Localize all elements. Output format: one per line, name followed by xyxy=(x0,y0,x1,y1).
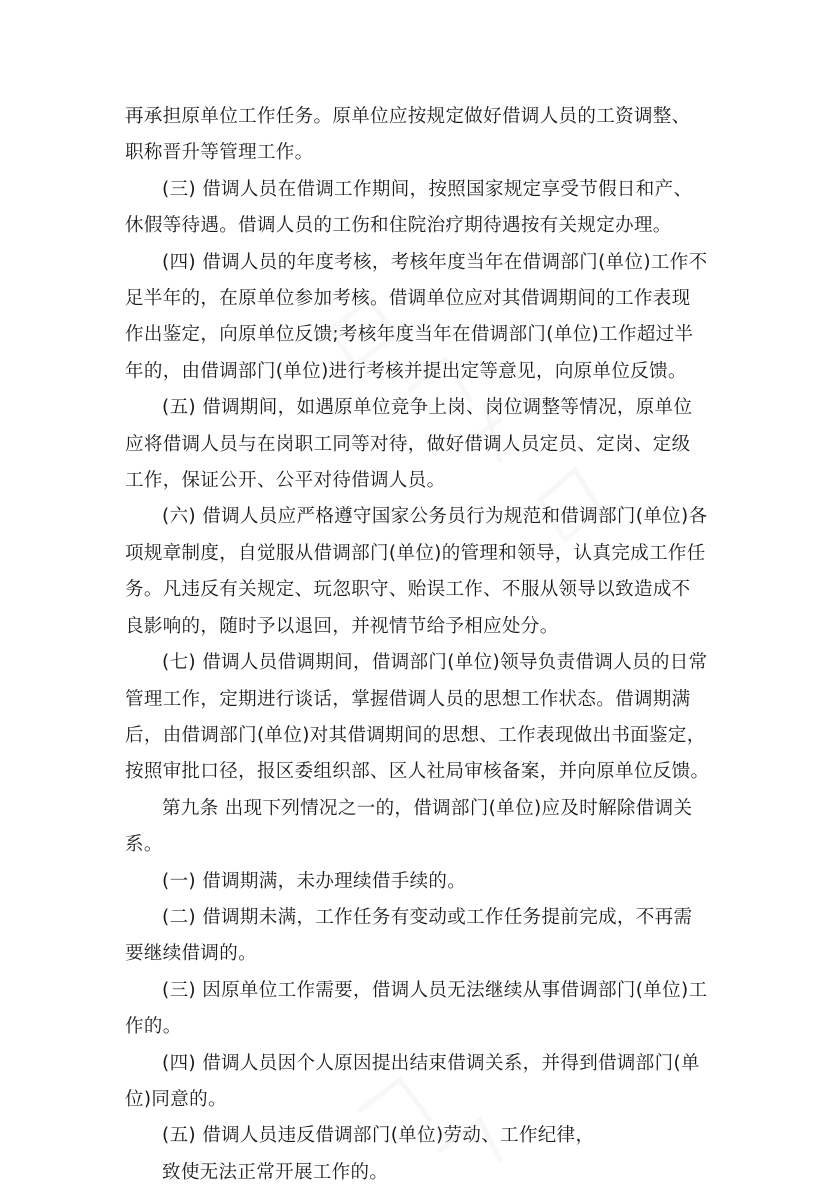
para-item-3-holidays xyxy=(125,172,715,245)
document-body xyxy=(125,99,715,1191)
para-article-9-item-4 xyxy=(125,1046,715,1119)
text-line: (三) 借调人员在借调工作期间，按照国家规定享受节假日和产、 xyxy=(162,178,693,200)
text-line: (四) 借调人员的年度考核，考核年度当年在借调部门(单位)工作不 xyxy=(162,251,708,273)
para-article-9 xyxy=(125,791,715,864)
text-line: 作出鉴定，向原单位反馈;考核年度当年在借调部门(单位)工作超过半 xyxy=(125,324,694,346)
text-line: (三) 因原单位工作需要，借调人员无法继续从事借调部门(单位)工 xyxy=(162,979,708,1001)
para-item-5-promotion xyxy=(125,390,715,499)
para-article-9-item-2 xyxy=(125,900,715,973)
text-line: (二) 借调期未满，工作任务有变动或工作任务提前完成，不再需 xyxy=(162,906,693,928)
text-line: 年的，由借调部门(单位)进行考核并提出定等意见，向原单位反馈。 xyxy=(125,360,687,382)
text-line: 管理工作，定期进行谈话，掌握借调人员的思想工作状态。借调期满 xyxy=(125,688,691,710)
text-line: 职称晋升等管理工作。 xyxy=(125,142,314,164)
para-item-6-discipline xyxy=(125,499,715,645)
para-intro-continuation xyxy=(125,99,715,172)
para-item-4-assessment xyxy=(125,245,715,391)
text-line: 休假等待遇。借调人员的工伤和住院治疗期待遇按有关规定办理。 xyxy=(125,215,672,237)
text-line: 按照审批口径，报区委组织部、区人社局审核备案，并向原单位反馈。 xyxy=(125,761,710,783)
para-article-9-item-3 xyxy=(125,973,715,1046)
text-line: 工作，保证公开、公平对待借调人员。 xyxy=(125,470,446,492)
text-line: (一) 借调期满，未办理续借手续的。 xyxy=(162,870,467,892)
text-line: 项规章制度，自觉服从借调部门(单位)的管理和领导，认真完成工作任 xyxy=(125,542,706,564)
text-line: 致使无法正常开展工作的。 xyxy=(162,1161,389,1183)
text-line: (七) 借调人员借调期间，借调部门(单位)领导负责借调人员的日常 xyxy=(162,652,708,674)
text-line: (五) 借调人员违反借调部门(单位)劳动、工作纪律， xyxy=(162,1125,595,1147)
text-line: 要继续借调的。 xyxy=(125,943,257,965)
text-line: (四) 借调人员因个人原因提出结束借调关系，并得到借调部门(单 xyxy=(162,1052,700,1074)
text-line: 系。 xyxy=(125,834,163,856)
text-line: 足半年的，在原单位参加考核。借调单位应对其借调期间的工作表现 xyxy=(125,288,691,310)
text-line: 位)同意的。 xyxy=(125,1088,227,1110)
text-line: 后，由借调部门(单位)对其借调期间的思想、工作表现做出书面鉴定， xyxy=(125,724,706,746)
text-line: 再承担原单位工作任务。原单位应按规定做好借调人员的工资调整、 xyxy=(125,106,691,127)
para-item-7-management xyxy=(125,645,715,791)
text-line: 良影响的，随时予以退回，并视情节给予相应处分。 xyxy=(125,615,559,637)
text-line: (五) 借调期间，如遇原单位竞争上岗、岗位调整等情况，原单位 xyxy=(162,397,693,419)
text-line: 作的。 xyxy=(125,1016,182,1038)
para-article-9-item-5 xyxy=(125,1118,715,1191)
text-line: 第九条 出现下列情况之一的，借调部门(单位)应及时解除借调关 xyxy=(162,797,693,819)
text-line: 务。凡违反有关规定、玩忽职守、贻误工作、不服从领导以致造成不 xyxy=(125,579,691,601)
text-line: 应将借调人员与在岗职工同等对待，做好借调人员定员、定岗、定级 xyxy=(125,433,691,455)
para-article-9-item-1 xyxy=(125,864,715,900)
text-line: (六) 借调人员应严格遵守国家公务员行为规范和借调部门(单位)各 xyxy=(162,506,708,528)
